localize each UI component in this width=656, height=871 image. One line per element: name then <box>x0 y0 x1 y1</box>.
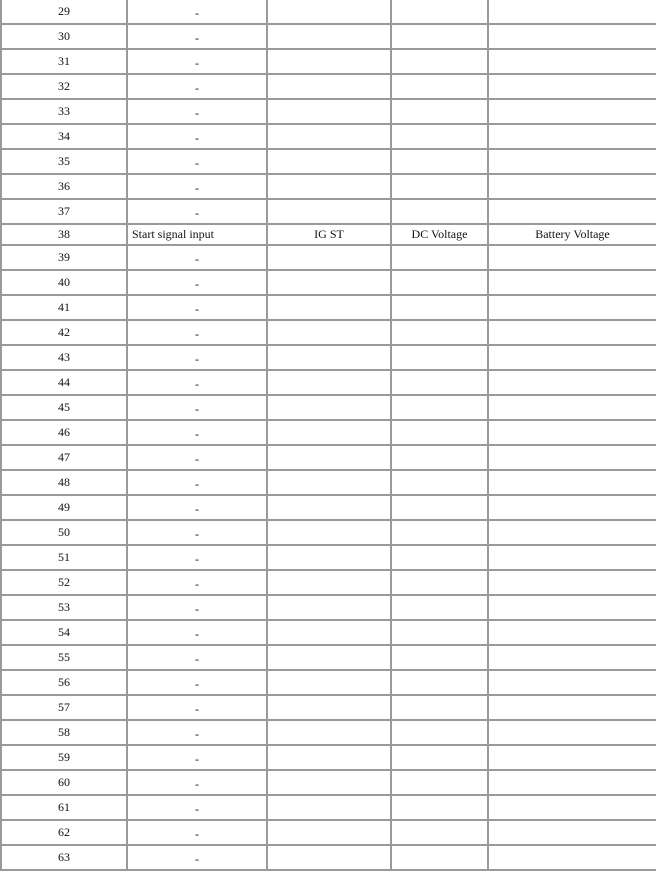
pin-number-cell: 43 <box>2 346 128 371</box>
table-row <box>2 421 656 446</box>
description-cell: - <box>128 296 268 321</box>
signal-level-cell <box>489 496 656 521</box>
signal-type-cell <box>392 771 489 796</box>
signal-type-cell <box>392 75 489 100</box>
description-cell: - <box>128 771 268 796</box>
description-cell: - <box>128 521 268 546</box>
table-row <box>2 0 656 25</box>
pin-number-cell: 61 <box>2 796 128 821</box>
description-cell: - <box>128 821 268 846</box>
pin-table-body <box>2 0 656 871</box>
description-cell: - <box>128 50 268 75</box>
description-cell: - <box>128 846 268 871</box>
signal-level-cell: Battery Voltage <box>489 225 656 246</box>
signal-type-cell <box>392 546 489 571</box>
terminal-cell <box>268 296 392 321</box>
terminal-cell <box>268 546 392 571</box>
signal-level-cell <box>489 271 656 296</box>
description-cell: - <box>128 746 268 771</box>
table-row <box>2 721 656 746</box>
signal-level-cell <box>489 571 656 596</box>
signal-level-cell <box>489 175 656 200</box>
pin-number-cell: 37 <box>2 200 128 225</box>
signal-level-cell <box>489 421 656 446</box>
table-row <box>2 571 656 596</box>
pin-number-cell: 39 <box>2 246 128 271</box>
table-row <box>2 225 656 246</box>
description-cell: - <box>128 646 268 671</box>
table-row <box>2 746 656 771</box>
signal-type-cell <box>392 25 489 50</box>
description-cell: - <box>128 75 268 100</box>
terminal-cell <box>268 321 392 346</box>
terminal-cell <box>268 75 392 100</box>
table-row <box>2 796 656 821</box>
table-row <box>2 446 656 471</box>
table-row <box>2 396 656 421</box>
terminal-cell <box>268 125 392 150</box>
table-row <box>2 671 656 696</box>
signal-level-cell <box>489 771 656 796</box>
signal-type-cell <box>392 796 489 821</box>
pin-number-cell: 36 <box>2 175 128 200</box>
table-row <box>2 596 656 621</box>
terminal-cell <box>268 150 392 175</box>
signal-type-cell <box>392 446 489 471</box>
signal-level-cell <box>489 696 656 721</box>
pin-number-cell: 42 <box>2 321 128 346</box>
signal-level-cell <box>489 446 656 471</box>
terminal-cell <box>268 721 392 746</box>
terminal-cell <box>268 671 392 696</box>
signal-level-cell <box>489 200 656 225</box>
terminal-cell <box>268 846 392 871</box>
table-row <box>2 346 656 371</box>
description-cell: - <box>128 571 268 596</box>
table-row <box>2 25 656 50</box>
pin-number-cell: 31 <box>2 50 128 75</box>
terminal-cell <box>268 746 392 771</box>
pin-number-cell: 49 <box>2 496 128 521</box>
signal-type-cell <box>392 596 489 621</box>
signal-type-cell <box>392 200 489 225</box>
description-cell: - <box>128 200 268 225</box>
table-row <box>2 496 656 521</box>
signal-type-cell <box>392 646 489 671</box>
table-row <box>2 246 656 271</box>
table-row <box>2 100 656 125</box>
pin-number-cell: 48 <box>2 471 128 496</box>
terminal-cell <box>268 796 392 821</box>
terminal-cell <box>268 200 392 225</box>
description-cell: - <box>128 396 268 421</box>
table-row <box>2 471 656 496</box>
signal-type-cell <box>392 421 489 446</box>
table-row <box>2 546 656 571</box>
description-cell: - <box>128 796 268 821</box>
pin-number-cell: 41 <box>2 296 128 321</box>
description-cell: - <box>128 246 268 271</box>
pin-number-cell: 62 <box>2 821 128 846</box>
terminal-cell <box>268 175 392 200</box>
table-row <box>2 75 656 100</box>
table-row <box>2 321 656 346</box>
signal-level-cell <box>489 471 656 496</box>
signal-type-cell <box>392 246 489 271</box>
terminal-cell <box>268 346 392 371</box>
description-cell: - <box>128 696 268 721</box>
pin-number-cell: 40 <box>2 271 128 296</box>
table-row <box>2 50 656 75</box>
description-cell: - <box>128 271 268 296</box>
signal-level-cell <box>489 396 656 421</box>
signal-type-cell <box>392 721 489 746</box>
signal-type-cell <box>392 271 489 296</box>
pin-number-cell: 56 <box>2 671 128 696</box>
table-row <box>2 200 656 225</box>
signal-level-cell <box>489 796 656 821</box>
pin-number-cell: 55 <box>2 646 128 671</box>
signal-level-cell <box>489 321 656 346</box>
pin-number-cell: 53 <box>2 596 128 621</box>
signal-type-cell <box>392 346 489 371</box>
signal-type-cell <box>392 746 489 771</box>
description-cell: - <box>128 596 268 621</box>
signal-type-cell <box>392 150 489 175</box>
terminal-cell <box>268 271 392 296</box>
description-cell: - <box>128 721 268 746</box>
signal-type-cell <box>392 846 489 871</box>
terminal-cell <box>268 596 392 621</box>
signal-type-cell <box>392 671 489 696</box>
signal-type-cell <box>392 296 489 321</box>
signal-level-cell <box>489 521 656 546</box>
pin-number-cell: 51 <box>2 546 128 571</box>
signal-type-cell <box>392 496 489 521</box>
description-cell: - <box>128 446 268 471</box>
terminal-cell <box>268 521 392 546</box>
pin-number-cell: 58 <box>2 721 128 746</box>
signal-level-cell <box>489 646 656 671</box>
terminal-cell <box>268 771 392 796</box>
signal-level-cell <box>489 246 656 271</box>
pin-number-cell: 32 <box>2 75 128 100</box>
pin-number-cell: 47 <box>2 446 128 471</box>
signal-level-cell <box>489 50 656 75</box>
terminal-cell <box>268 471 392 496</box>
terminal-cell <box>268 696 392 721</box>
signal-type-cell <box>392 521 489 546</box>
signal-type-cell <box>392 821 489 846</box>
signal-type-cell <box>392 0 489 25</box>
description-cell: - <box>128 546 268 571</box>
terminal-cell <box>268 25 392 50</box>
signal-type-cell <box>392 571 489 596</box>
signal-level-cell <box>489 346 656 371</box>
terminal-cell <box>268 371 392 396</box>
table-row <box>2 771 656 796</box>
pin-number-cell: 30 <box>2 25 128 50</box>
description-cell: - <box>128 371 268 396</box>
signal-level-cell <box>489 296 656 321</box>
terminal-cell <box>268 821 392 846</box>
description-cell: - <box>128 671 268 696</box>
terminal-cell <box>268 446 392 471</box>
pin-number-cell: 44 <box>2 371 128 396</box>
terminal-cell <box>268 571 392 596</box>
description-cell: - <box>128 621 268 646</box>
table-row <box>2 150 656 175</box>
terminal-cell <box>268 50 392 75</box>
description-cell: Start signal input <box>128 225 268 246</box>
signal-type-cell <box>392 125 489 150</box>
signal-type-cell <box>392 471 489 496</box>
signal-type-cell <box>392 621 489 646</box>
table-row <box>2 271 656 296</box>
signal-type-cell <box>392 696 489 721</box>
table-row <box>2 371 656 396</box>
description-cell: - <box>128 346 268 371</box>
pin-number-cell: 54 <box>2 621 128 646</box>
terminal-cell <box>268 246 392 271</box>
signal-level-cell <box>489 546 656 571</box>
terminal-cell <box>268 496 392 521</box>
terminal-cell <box>268 421 392 446</box>
table-row <box>2 846 656 871</box>
table-row <box>2 125 656 150</box>
signal-level-cell <box>489 821 656 846</box>
description-cell: - <box>128 0 268 25</box>
table-row <box>2 821 656 846</box>
signal-type-cell <box>392 321 489 346</box>
pin-number-cell: 38 <box>2 225 128 246</box>
pin-number-cell: 59 <box>2 746 128 771</box>
signal-level-cell <box>489 150 656 175</box>
signal-type-cell <box>392 175 489 200</box>
signal-type-cell <box>392 371 489 396</box>
signal-level-cell <box>489 671 656 696</box>
signal-level-cell <box>489 721 656 746</box>
signal-level-cell <box>489 621 656 646</box>
table-row <box>2 621 656 646</box>
signal-level-cell <box>489 75 656 100</box>
table-row <box>2 296 656 321</box>
table-row <box>2 646 656 671</box>
description-cell: - <box>128 496 268 521</box>
pin-number-cell: 46 <box>2 421 128 446</box>
signal-level-cell <box>489 371 656 396</box>
description-cell: - <box>128 100 268 125</box>
signal-level-cell <box>489 746 656 771</box>
table-row <box>2 696 656 721</box>
pin-number-cell: 29 <box>2 0 128 25</box>
signal-level-cell <box>489 125 656 150</box>
pin-number-cell: 33 <box>2 100 128 125</box>
terminal-cell <box>268 100 392 125</box>
pin-number-cell: 60 <box>2 771 128 796</box>
pin-number-cell: 57 <box>2 696 128 721</box>
terminal-cell <box>268 621 392 646</box>
signal-level-cell <box>489 25 656 50</box>
description-cell: - <box>128 25 268 50</box>
signal-type-cell <box>392 50 489 75</box>
pin-number-cell: 52 <box>2 571 128 596</box>
signal-level-cell <box>489 596 656 621</box>
terminal-cell <box>268 396 392 421</box>
pin-number-cell: 50 <box>2 521 128 546</box>
signal-level-cell <box>489 0 656 25</box>
pin-number-cell: 63 <box>2 846 128 871</box>
description-cell: - <box>128 175 268 200</box>
description-cell: - <box>128 421 268 446</box>
signal-type-cell <box>392 396 489 421</box>
pin-number-cell: 45 <box>2 396 128 421</box>
signal-type-cell: DC Voltage <box>392 225 489 246</box>
description-cell: - <box>128 150 268 175</box>
pin-number-cell: 34 <box>2 125 128 150</box>
terminal-cell <box>268 646 392 671</box>
signal-level-cell <box>489 100 656 125</box>
signal-type-cell <box>392 100 489 125</box>
signal-level-cell <box>489 846 656 871</box>
table-row <box>2 175 656 200</box>
description-cell: - <box>128 471 268 496</box>
terminal-cell <box>268 0 392 25</box>
table-row <box>2 521 656 546</box>
pin-number-cell: 35 <box>2 150 128 175</box>
terminal-cell: IG ST <box>268 225 392 246</box>
description-cell: - <box>128 125 268 150</box>
description-cell: - <box>128 321 268 346</box>
